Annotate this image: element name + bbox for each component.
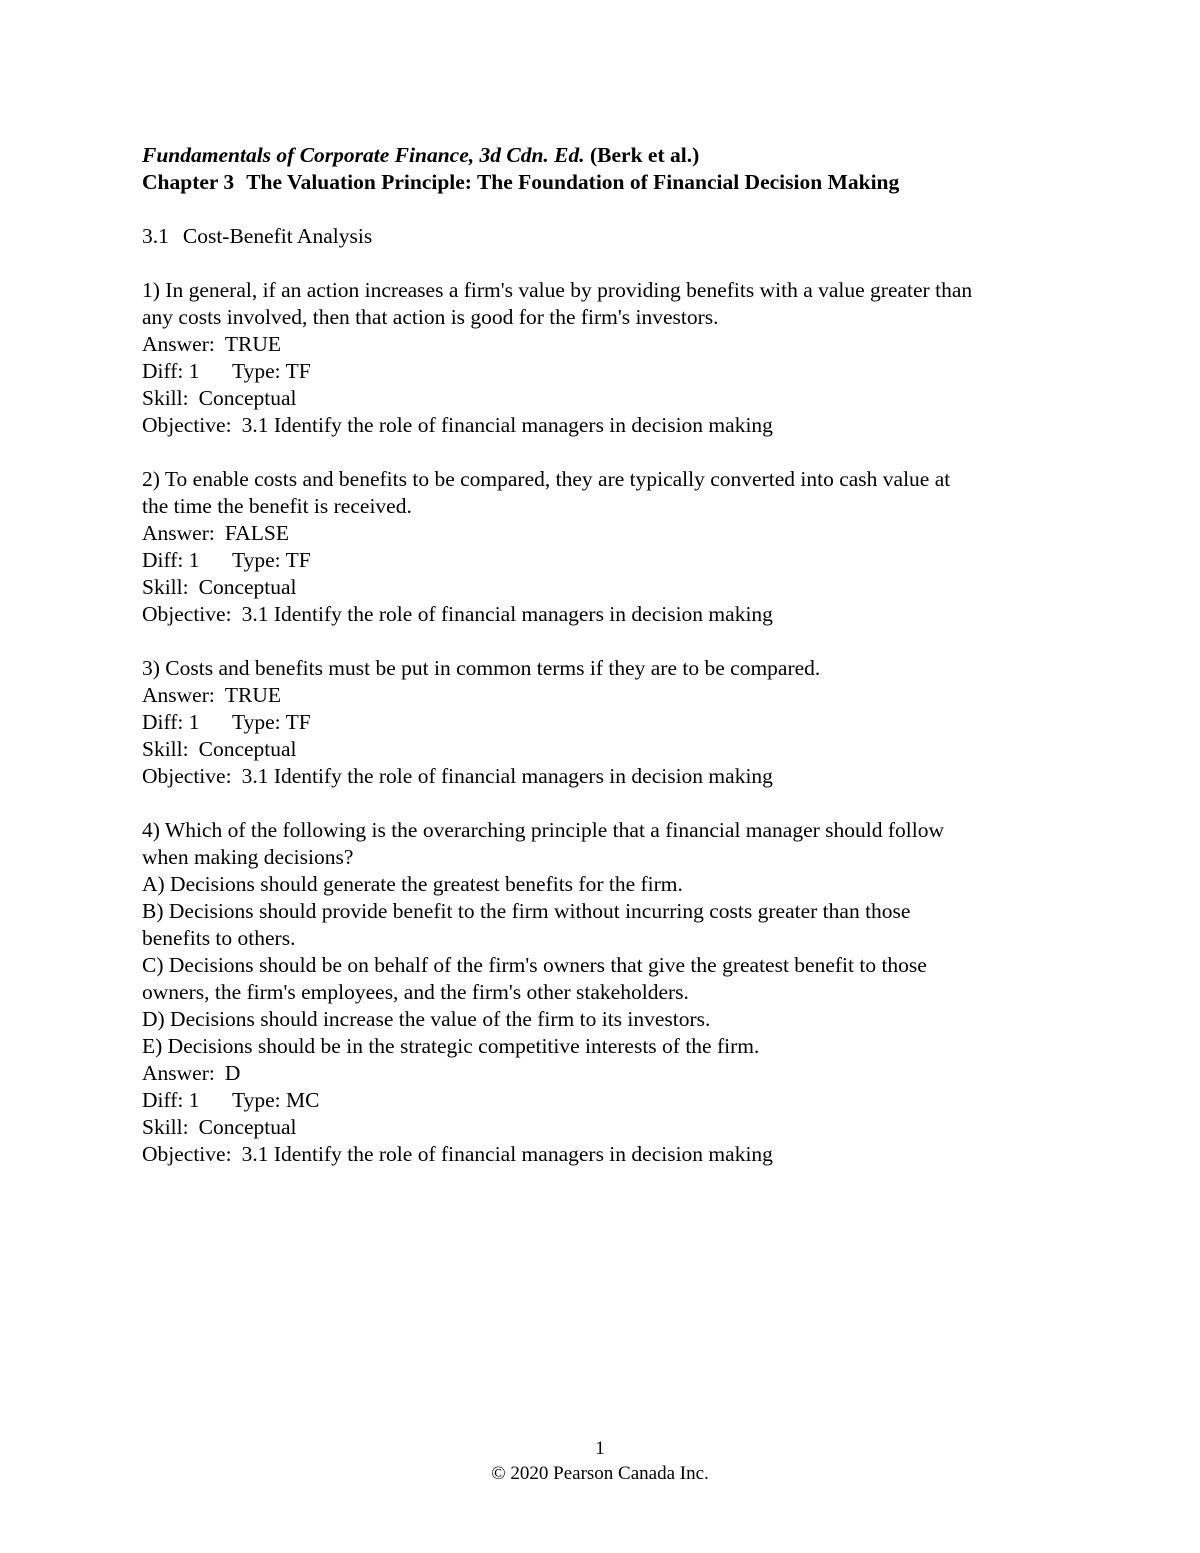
- difficulty: Diff: 1: [142, 359, 200, 383]
- question-text-line: the time the benefit is received.: [142, 494, 412, 518]
- question-text-line: 4) Which of the following is the overarching principle that a financial manager should follow: [142, 818, 945, 842]
- answer-value: D: [224, 1061, 241, 1085]
- option-c: C) Decisions should be on behalf of the firm's owners that give the greatest benefit to those: [142, 953, 927, 977]
- answer-line: [142, 1060, 1082, 1087]
- option-a: A) Decisions should generate the greatest benefits for the firm.: [142, 872, 683, 896]
- question-text-line: when making decisions?: [142, 845, 354, 869]
- question-text-line: any costs involved, then that action is good for the firm's investors.: [142, 305, 719, 329]
- skill-value: Conceptual: [198, 1115, 297, 1139]
- objective-value: 3.1 Identify the role of financial managers in decision making: [241, 1142, 773, 1166]
- question-3: [142, 655, 1082, 790]
- skill-value: Conceptual: [198, 575, 297, 599]
- skill-label: Skill:: [142, 386, 189, 410]
- objective-value: 3.1 Identify the role of financial managers in decision making: [241, 602, 773, 626]
- question-text-line: 3) Costs and benefits must be put in common terms if they are to be compared.: [142, 656, 821, 680]
- question-text-line: 1) In general, if an action increases a firm's value by providing benefits with a value greater than: [142, 278, 973, 302]
- question-type: Type: TF: [232, 359, 311, 383]
- answer-label: Answer:: [142, 1061, 215, 1085]
- question-type: Type: MC: [232, 1088, 320, 1112]
- answer-label: Answer:: [142, 521, 215, 545]
- question-4: [142, 817, 1082, 1168]
- skill-value: Conceptual: [198, 386, 297, 410]
- question-type: Type: TF: [232, 710, 311, 734]
- answer-line: [142, 520, 1082, 547]
- skill-line: [142, 385, 1082, 412]
- book-title-line: [142, 142, 1082, 169]
- objective-line: [142, 412, 1082, 439]
- question-text-line: 2) To enable costs and benefits to be compared, they are typically converted into cash value at: [142, 467, 951, 491]
- answer-value: TRUE: [224, 332, 281, 356]
- page-content: [142, 142, 1082, 1168]
- answer-value: TRUE: [224, 683, 281, 707]
- diff-type-line: [142, 1087, 1082, 1114]
- option-c-continued: owners, the firm's employees, and the firm's other stakeholders.: [142, 980, 689, 1004]
- option-d: D) Decisions should increase the value of the firm to its investors.: [142, 1007, 711, 1031]
- skill-label: Skill:: [142, 737, 189, 761]
- skill-line: [142, 574, 1082, 601]
- objective-label: Objective:: [142, 602, 232, 626]
- diff-type-line: [142, 709, 1082, 736]
- skill-line: [142, 736, 1082, 763]
- skill-line: [142, 1114, 1082, 1141]
- objective-line: [142, 763, 1082, 790]
- answer-label: Answer:: [142, 683, 215, 707]
- chapter-title: The Valuation Principle: The Foundation of Financial Decision Making: [246, 170, 900, 194]
- objective-value: 3.1 Identify the role of financial managers in decision making: [241, 413, 773, 437]
- section-heading: [142, 223, 1082, 250]
- book-authors: (Berk et al.): [584, 143, 700, 167]
- difficulty: Diff: 1: [142, 548, 200, 572]
- diff-type-line: [142, 358, 1082, 385]
- skill-label: Skill:: [142, 575, 189, 599]
- copyright-notice: © 2020 Pearson Canada Inc.: [491, 1463, 709, 1484]
- skill-label: Skill:: [142, 1115, 189, 1139]
- option-b-continued: benefits to others.: [142, 926, 296, 950]
- chapter-number: Chapter 3: [142, 170, 235, 194]
- question-1: [142, 277, 1082, 439]
- chapter-heading: [142, 169, 1082, 196]
- objective-label: Objective:: [142, 1142, 232, 1166]
- diff-type-line: [142, 547, 1082, 574]
- question-2: [142, 466, 1082, 628]
- skill-value: Conceptual: [198, 737, 297, 761]
- section-number: 3.1: [142, 224, 169, 248]
- objective-line: [142, 601, 1082, 628]
- difficulty: Diff: 1: [142, 710, 200, 734]
- objective-label: Objective:: [142, 413, 232, 437]
- answer-value: FALSE: [224, 521, 289, 545]
- option-e: E) Decisions should be in the strategic competitive interests of the firm.: [142, 1034, 760, 1058]
- page-number: 1: [595, 1438, 605, 1459]
- option-b: B) Decisions should provide benefit to the firm without incurring costs greater than those: [142, 899, 911, 923]
- answer-line: [142, 682, 1082, 709]
- answer-label: Answer:: [142, 332, 215, 356]
- section-title: Cost-Benefit Analysis: [182, 224, 373, 248]
- objective-value: 3.1 Identify the role of financial managers in decision making: [241, 764, 773, 788]
- objective-line: [142, 1141, 1082, 1168]
- difficulty: Diff: 1: [142, 1088, 200, 1112]
- objective-label: Objective:: [142, 764, 232, 788]
- question-type: Type: TF: [232, 548, 311, 572]
- book-title: Fundamentals of Corporate Finance, 3d Cdn. Ed.: [142, 143, 585, 167]
- answer-line: [142, 331, 1082, 358]
